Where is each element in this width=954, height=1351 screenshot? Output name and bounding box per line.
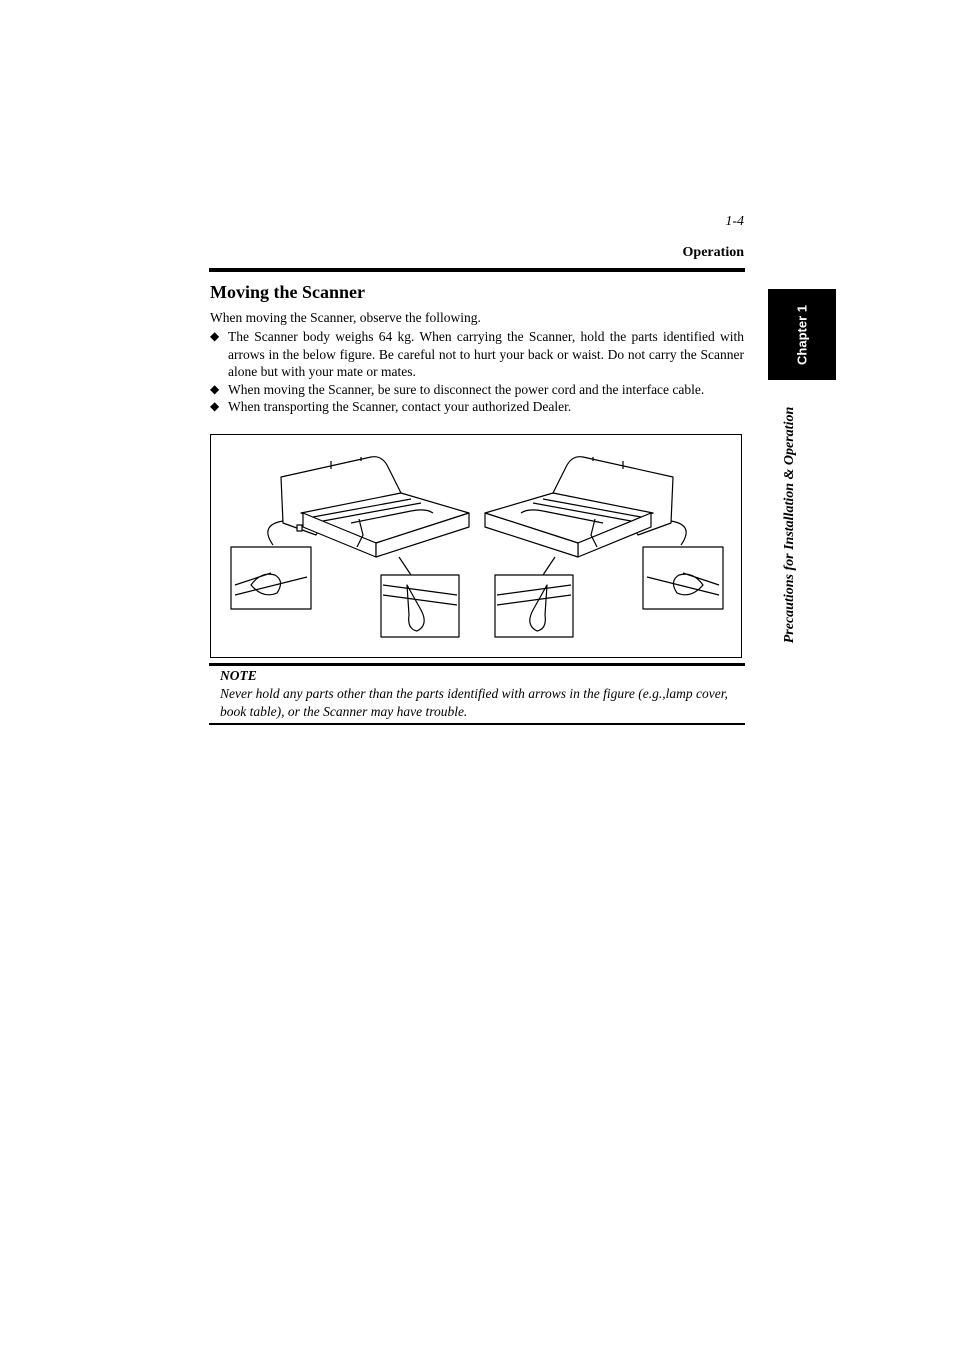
scanner-right-view [485,457,723,637]
note-rule-top [209,663,745,666]
precaution-list [210,328,744,416]
list-item-text: The Scanner body weighs 64 kg. When carrying the Scanner, hold the parts identified with arrows in the below figure. Be careful not to hurt your back or waist. Do not carry the Scanner alone but with your mate or mates. [228,329,744,379]
list-item [210,381,744,399]
chapter-label: Chapter 1 [794,304,810,365]
header-rule [209,268,745,272]
section-title: Moving the Scanner [210,282,365,302]
diamond-bullet-icon: ◆ [210,381,220,396]
diamond-bullet-icon: ◆ [210,399,220,413]
note-label: NOTE [220,668,257,683]
running-header: Operation [682,245,744,260]
list-item [210,328,744,381]
scanner-lifting-figure [210,434,742,658]
page-number: 1-4 [725,214,744,229]
note-rule-bottom [209,723,745,725]
list-item [210,398,744,416]
scanner-left-view [281,457,469,557]
intro-text: When moving the Scanner, observe the following. [210,310,481,325]
scanner-illustration [211,435,743,659]
diamond-bullet-icon: ◆ [210,329,220,343]
list-item-text: When moving the Scanner, be sure to disconnect the power cord and the interface cable. [228,381,705,397]
note-text: Never hold any parts other than the parts identified with arrows in the figure (e.g.,lamp cover, book table), or the Scanner may have trouble. [220,686,728,719]
list-item-text: When transporting the Scanner, contact your authorized Dealer. [228,399,572,414]
chapter-side-title: Precautions for Installation & Operation [782,406,797,644]
chapter-tab [768,289,836,380]
